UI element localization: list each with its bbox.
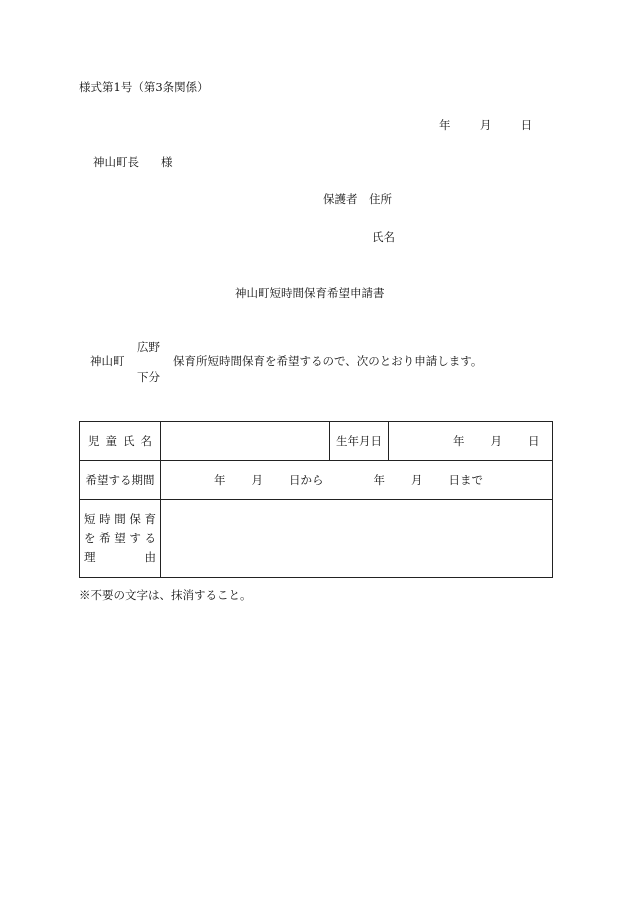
footnote: ※不要の文字は、抹消すること。 — [79, 588, 252, 602]
period-month-to: 月 — [411, 473, 423, 487]
district-option-hirono: 広野 — [137, 340, 160, 354]
statement-text: 保育所短時間保育を希望するので、次のとおり申請します。 — [173, 354, 483, 368]
addressee — [93, 157, 173, 169]
header-date — [439, 120, 532, 132]
application-table — [79, 421, 553, 578]
birthdate-year: 年 — [453, 434, 465, 448]
guardian-address-label: 保護者 住所 — [323, 192, 392, 206]
date-month: 月 — [479, 118, 492, 132]
table-row — [80, 422, 553, 461]
statement-town: 神山町 — [90, 354, 125, 368]
table-row — [80, 461, 553, 500]
date-year: 年 — [439, 118, 451, 132]
birthdate-label: 生年月日 — [330, 422, 389, 461]
reason-field[interactable] — [161, 500, 553, 578]
date-day: 日 — [520, 118, 533, 132]
addressee-name: 神山町長 — [93, 155, 139, 169]
period-year-from: 年 — [214, 473, 226, 487]
period-day-from: 日から — [289, 473, 324, 487]
reason-label-line-2: を 希 望 す る — [84, 531, 156, 545]
period-year-to: 年 — [373, 473, 385, 487]
birthdate-field[interactable] — [389, 422, 553, 461]
period-label: 希望する期間 — [80, 461, 161, 500]
child-name-label: 児童氏名 — [80, 422, 161, 461]
guardian-name-label: 氏名 — [372, 230, 395, 244]
birthdate-month: 月 — [490, 434, 502, 448]
table-row — [80, 500, 553, 578]
period-field[interactable] — [161, 461, 553, 500]
period-month-from: 月 — [251, 473, 263, 487]
district-option-shimobun: 下分 — [137, 370, 160, 384]
reason-label — [80, 500, 161, 578]
period-day-to: 日まで — [448, 473, 483, 487]
addressee-honorific: 様 — [161, 155, 173, 169]
reason-label-line-3: 理 由 — [84, 550, 156, 564]
birthdate-day: 日 — [528, 434, 540, 448]
child-name-field[interactable] — [161, 422, 330, 461]
document-title: 神山町短時間保育希望申請書 — [235, 286, 385, 300]
reason-label-line-1: 短 時 間 保 育 — [84, 512, 156, 526]
form-number: 様式第1号（第3条関係） — [79, 80, 209, 94]
